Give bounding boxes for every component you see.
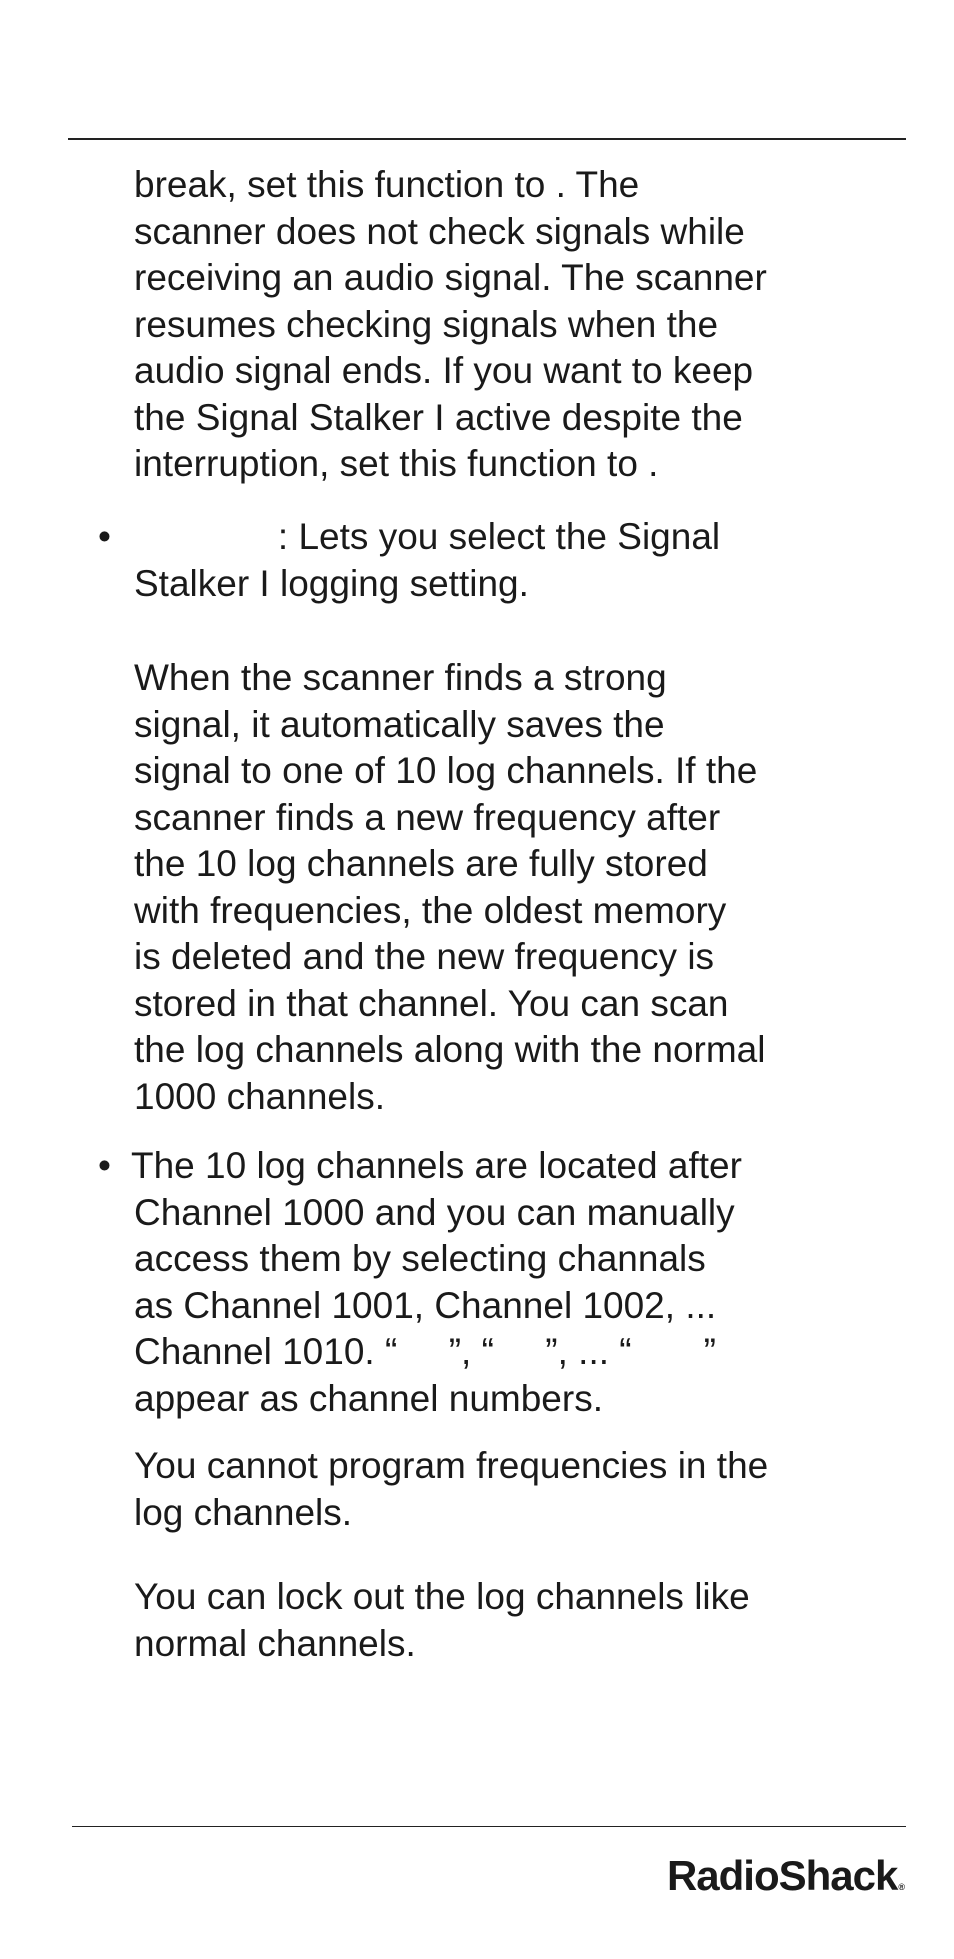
bullet-logging-setting	[134, 514, 720, 607]
text-line: the 10 log channels are fully stored	[134, 843, 708, 884]
text-line: You can lock out the log channels like	[134, 1576, 750, 1617]
text-line: access them by selecting channals	[134, 1238, 706, 1279]
text-line: Channel 1000 and you can manually	[134, 1191, 735, 1233]
text-line: as Channel 1001, Channel 1002, ...	[134, 1284, 717, 1326]
bullet-log-channel-location	[131, 1143, 742, 1422]
text-line: interruption, set this function to .	[134, 443, 659, 484]
text-line: is deleted and the new frequency is	[134, 936, 715, 977]
text-line: receiving an audio signal. The scanner	[134, 257, 767, 298]
continuation-paragraph	[134, 162, 767, 488]
text-line: with frequencies, the oldest memory	[134, 889, 727, 931]
text-line: The 10 log channels are located after	[131, 1145, 742, 1186]
top-divider	[68, 138, 906, 140]
text-line: log channels.	[134, 1491, 353, 1533]
radioshack-logo	[667, 1852, 904, 1900]
text-line: When the scanner finds a strong	[134, 657, 667, 698]
text-line: scanner finds a new frequency after	[134, 796, 721, 838]
registered-mark: ®	[898, 1882, 904, 1892]
text-line: normal channels.	[134, 1622, 416, 1664]
text-line: resumes checking signals when the	[134, 303, 719, 345]
text-line: stored in that channel. You can scan	[134, 982, 729, 1024]
text-line: audio signal ends. If you want to keep	[134, 350, 754, 391]
text-line: scanner does not check signals while	[134, 210, 745, 252]
text-line: appear as channel numbers.	[134, 1377, 603, 1419]
text-line: signal to one of 10 log channels. If the	[134, 750, 758, 791]
text-line: 1000 channels.	[134, 1075, 385, 1117]
lockout-paragraph	[134, 1574, 750, 1667]
text-line: the Signal Stalker I active despite the	[134, 396, 743, 438]
text-line: You cannot program frequencies in the	[134, 1445, 769, 1486]
text-line: : Lets you select the Signal	[134, 516, 721, 557]
text-line: Stalker I logging setting.	[134, 562, 529, 604]
text-line: the log channels along with the normal	[134, 1029, 766, 1070]
no-programming-paragraph	[134, 1443, 768, 1536]
bottom-divider	[72, 1826, 906, 1827]
bullet-marker: •	[98, 516, 111, 557]
log-channels-paragraph	[134, 655, 765, 1120]
text-line: signal, it automatically saves the	[134, 703, 665, 745]
bullet-marker: •	[98, 1145, 111, 1186]
text-line: break, set this function to . The	[134, 164, 640, 205]
brand-name: RadioShack	[666, 1852, 898, 1899]
text-line: Channel 1010. “ ”, “ ”, ... “ ”	[134, 1331, 716, 1372]
